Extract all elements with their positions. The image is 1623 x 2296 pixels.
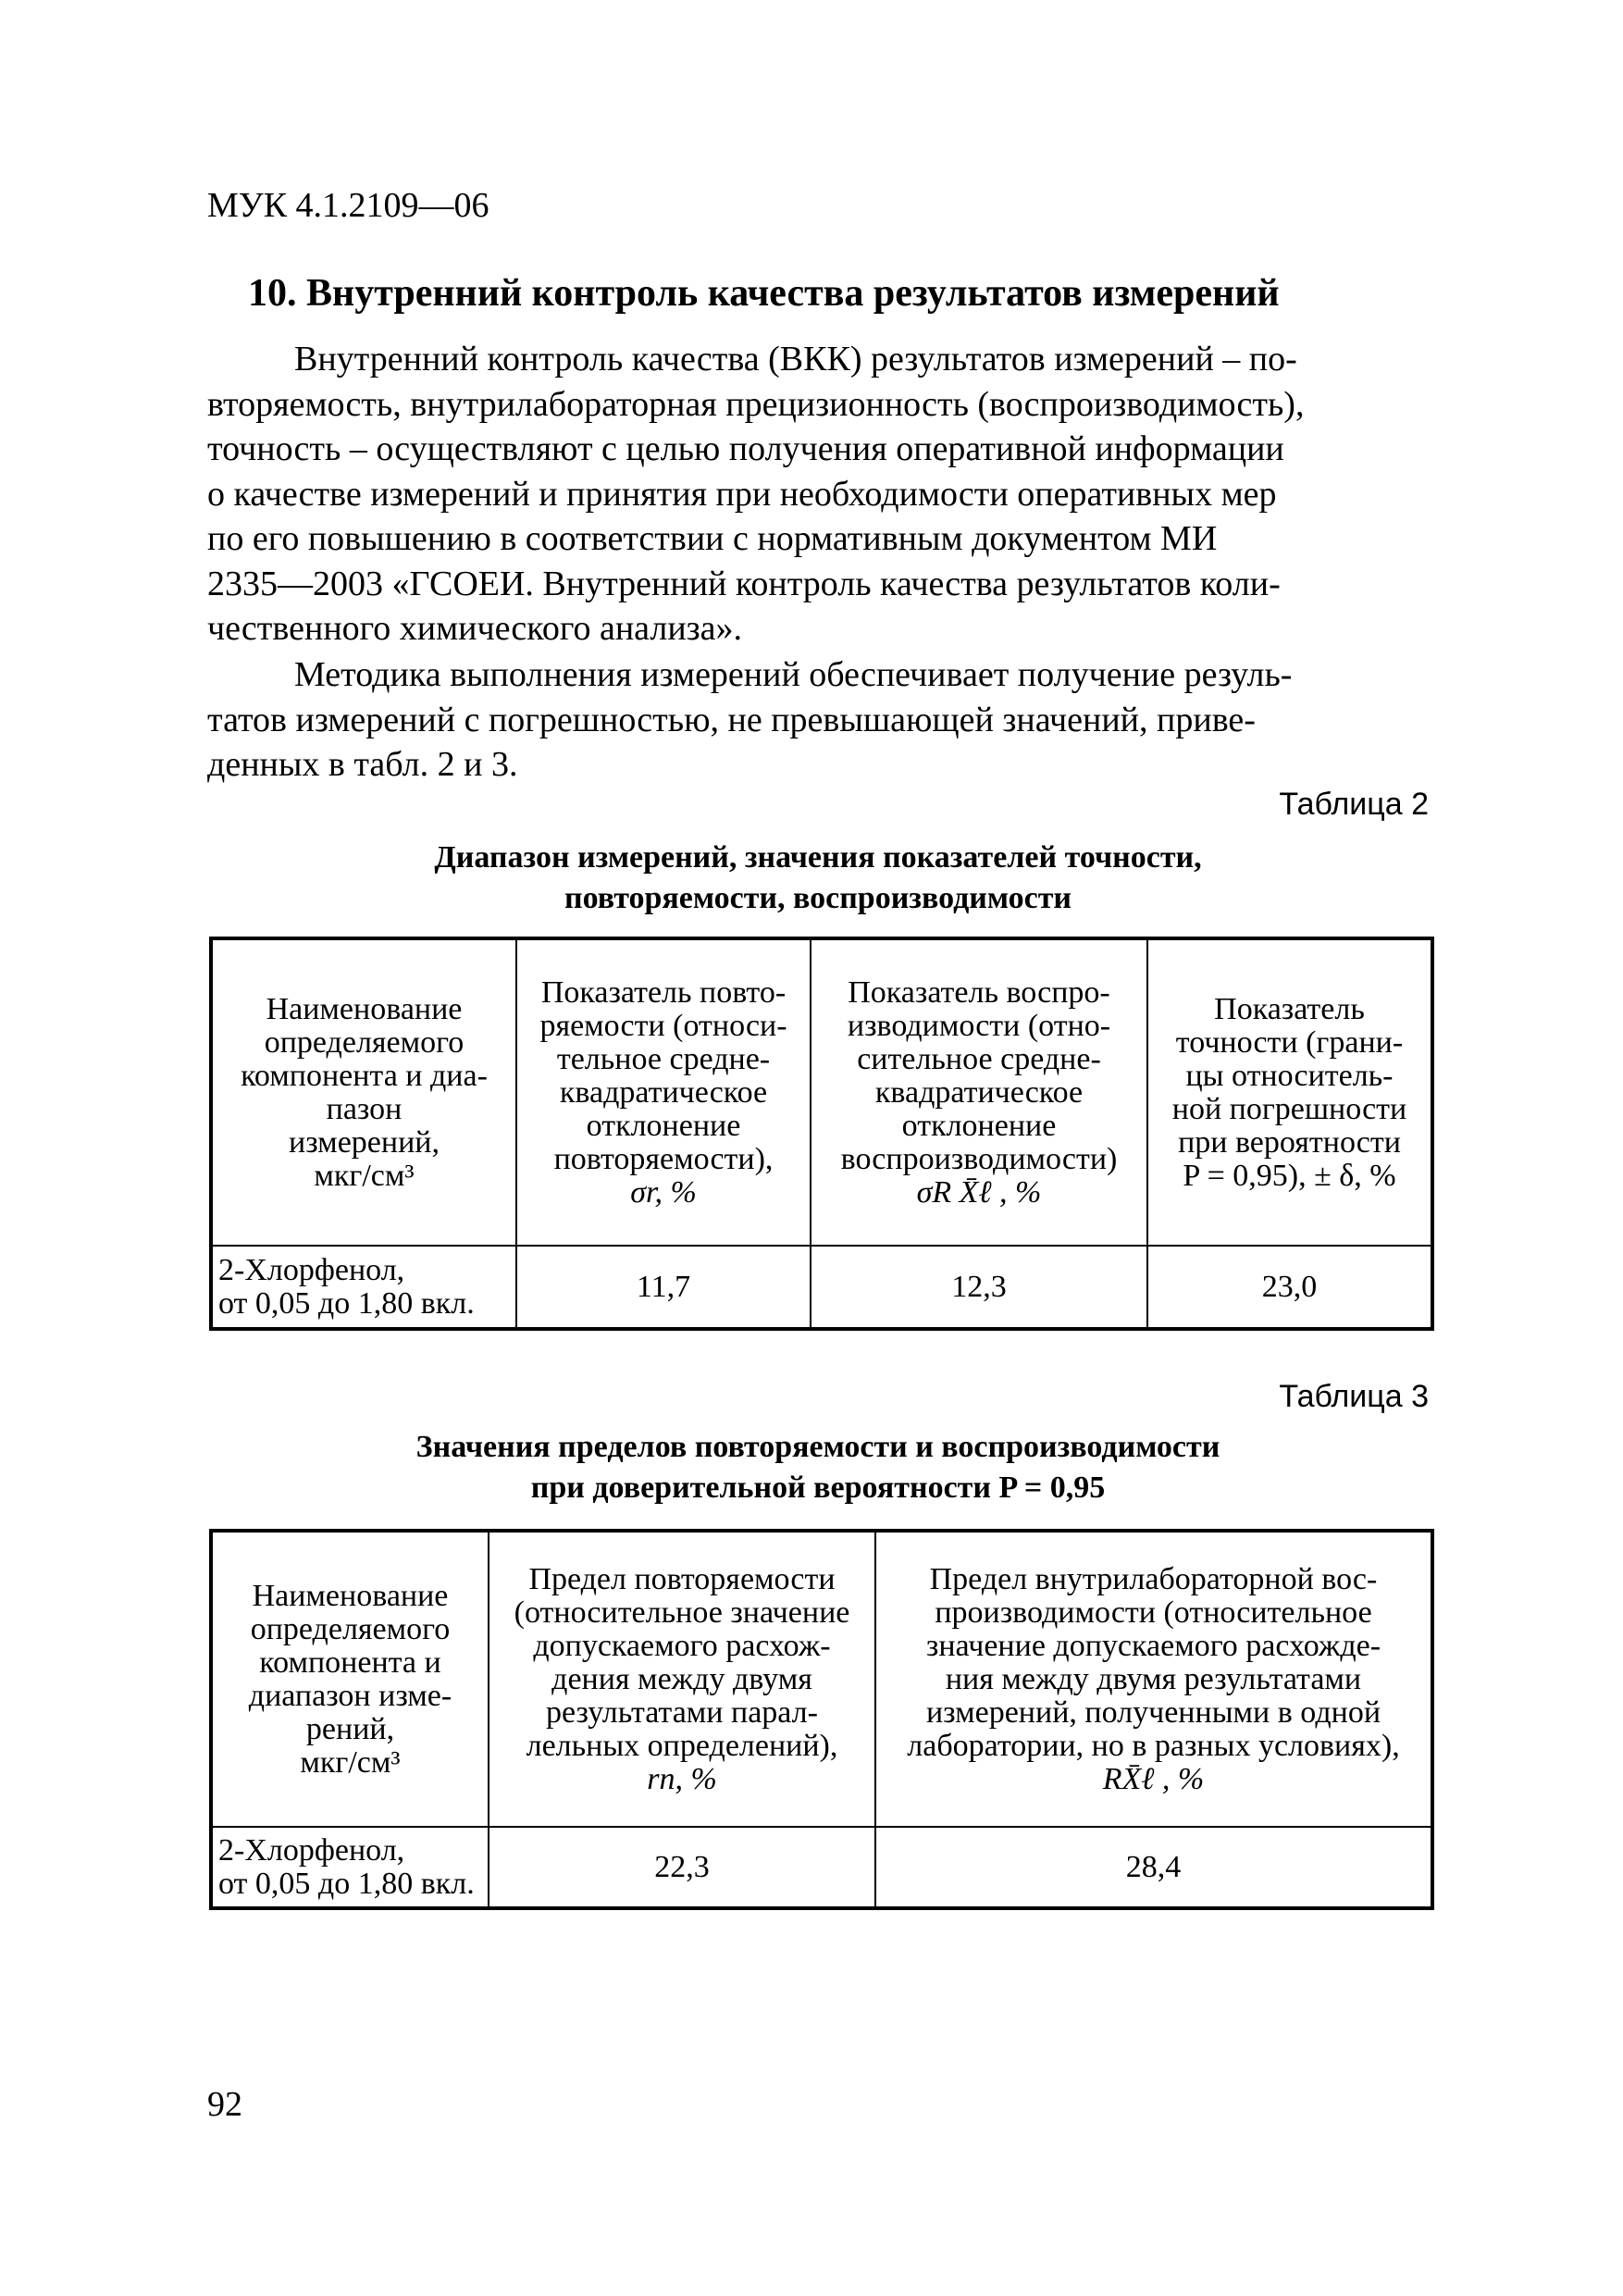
header-line: определяемого (264, 1024, 465, 1060)
header-line: производимости (относительное (935, 1595, 1372, 1630)
paragraph-line: татов измерений с погрешностью, не превышающей значений, приве- (207, 700, 1256, 739)
symbol-R: RX̄ℓ , % (1102, 1761, 1205, 1796)
header-line: результатами парал- (546, 1694, 818, 1730)
header-line: ния между двумя результатами (945, 1661, 1362, 1696)
header-cell-accuracy (1147, 938, 1432, 1246)
header-cell-component (211, 1531, 489, 1827)
header-line: тельное средне- (556, 1041, 771, 1076)
table-header-row (211, 1531, 1432, 1827)
paragraph-2 (207, 652, 1429, 788)
caption-line: при доверительной вероятности P = 0,95 (530, 1471, 1106, 1505)
header-line: рений, (305, 1711, 395, 1746)
paragraph-line: вторяемость, внутрилабораторная прецизионность (воспроизводимость), (207, 384, 1305, 424)
table-3 (209, 1529, 1434, 1910)
header-line: определяемого (250, 1611, 451, 1646)
header-line: отклонение (901, 1108, 1057, 1143)
row-name-line: от 0,05 до 1,80 вкл. (218, 1866, 475, 1901)
row-name-line: от 0,05 до 1,80 вкл. (218, 1285, 475, 1321)
page-number: 92 (207, 2085, 242, 2124)
table-3-caption (207, 1427, 1429, 1508)
table-row (211, 1827, 1432, 1908)
row-name-line: 2-Хлорфенол, (218, 1832, 405, 1868)
value-cell: 28,4 (875, 1827, 1432, 1908)
row-name-cell (211, 1827, 489, 1908)
header-line: точности (грани- (1175, 1024, 1404, 1060)
header-line: компонента и диа- (241, 1058, 488, 1093)
caption-line: повторяемости, воспроизводимости (564, 881, 1072, 915)
row-name-cell (211, 1246, 516, 1329)
header-line: пазон (326, 1091, 403, 1126)
header-cell-repeatability-limit (489, 1531, 875, 1827)
row-name-line: 2-Хлорфенол, (218, 1252, 405, 1287)
header-line: ной погрешности (1171, 1091, 1407, 1126)
header-line: компонента и (259, 1644, 441, 1680)
header-line: P = 0,95), ± δ, % (1183, 1158, 1396, 1193)
paragraph-line: по его повышению в соответствии с нормативным документом МИ (207, 519, 1218, 558)
header-line: квадратическое (874, 1074, 1084, 1110)
paragraph-line: Внутренний контроль качества (ВКК) результатов измерений – по- (294, 340, 1297, 379)
table-row (211, 1246, 1432, 1329)
header-line: квадратическое (559, 1074, 768, 1110)
header-line: сительное средне- (857, 1041, 1101, 1076)
header-line: ряемости (относи- (539, 1008, 787, 1043)
header-line: Показатель (1214, 991, 1365, 1026)
header-line: отклонение (586, 1108, 741, 1143)
table-3-label: Таблица 3 (1279, 1379, 1429, 1414)
header-line: Наименование (252, 1578, 449, 1613)
header-line: Наименование (266, 991, 463, 1026)
value-cell: 11,7 (516, 1246, 811, 1329)
value-cell: 23,0 (1147, 1246, 1432, 1329)
header-line: диапазон изме- (248, 1678, 452, 1713)
value-cell: 12,3 (811, 1246, 1147, 1329)
caption-line: Значения пределов повторяемости и воспроизводимости (415, 1430, 1220, 1464)
header-line: (относительное значение (514, 1595, 850, 1630)
paragraph-line: Методика выполнения измерений обеспечивает получение резуль- (294, 655, 1293, 694)
header-line: повторяемости), (553, 1141, 774, 1176)
header-line: мкг/см³ (300, 1744, 401, 1780)
header-line: значение допускаемого расхожде- (925, 1628, 1381, 1663)
header-line: воспроизводимости) (840, 1141, 1118, 1176)
header-cell-reproducibility (811, 938, 1147, 1246)
header-line: изводимости (отно- (847, 1008, 1111, 1043)
header-line: цы относитель- (1185, 1058, 1394, 1093)
header-line: Предел внутрилабораторной вос- (929, 1561, 1378, 1596)
paragraph-line: точность – осуществляют с целью получения оперативной информации (207, 429, 1284, 468)
table-2-caption (207, 838, 1429, 919)
document-code: МУК 4.1.2109—06 (207, 186, 489, 225)
paragraph-line: чественного химического анализа». (207, 609, 743, 648)
header-line: измерений, полученными в одной (925, 1694, 1381, 1730)
paragraph-1 (207, 337, 1429, 652)
table-2 (209, 937, 1434, 1331)
header-line: Показатель воспро- (848, 974, 1110, 1010)
header-line: лельных определений), (526, 1728, 838, 1763)
symbol-r-n: rn, % (647, 1761, 717, 1796)
paragraph-line: денных в табл. 2 и 3. (207, 745, 518, 784)
caption-line: Диапазон измерений, значения показателей точности, (434, 840, 1202, 875)
header-line: мкг/см³ (314, 1158, 415, 1193)
table-2-label: Таблица 2 (1279, 787, 1429, 822)
table-header-row (211, 938, 1432, 1246)
header-cell-component (211, 938, 516, 1246)
header-line: лаборатории, но в разных условиях), (907, 1728, 1400, 1763)
value-cell: 22,3 (489, 1827, 875, 1908)
header-line: при вероятности (1178, 1124, 1401, 1160)
paragraph-line: 2335—2003 «ГСОЕИ. Внутренний контроль качества результатов коли- (207, 564, 1281, 603)
header-cell-repeatability (516, 938, 811, 1246)
header-line: Показатель повто- (540, 974, 787, 1010)
symbol-sigma-R: σR X̄ℓ , % (916, 1174, 1042, 1210)
header-line: измерений, (289, 1124, 440, 1160)
symbol-sigma-r: σr, % (630, 1174, 697, 1210)
header-cell-reproducibility-limit (875, 1531, 1432, 1827)
header-line: допускаемого расхож- (533, 1628, 831, 1663)
header-line: Предел повторяемости (528, 1561, 836, 1596)
header-line: дения между двумя (551, 1661, 812, 1696)
section-title: 10. Внутренний контроль качества результатов измерений (248, 272, 1280, 315)
paragraph-line: о качестве измерений и принятия при необходимости оперативных мер (207, 474, 1277, 514)
